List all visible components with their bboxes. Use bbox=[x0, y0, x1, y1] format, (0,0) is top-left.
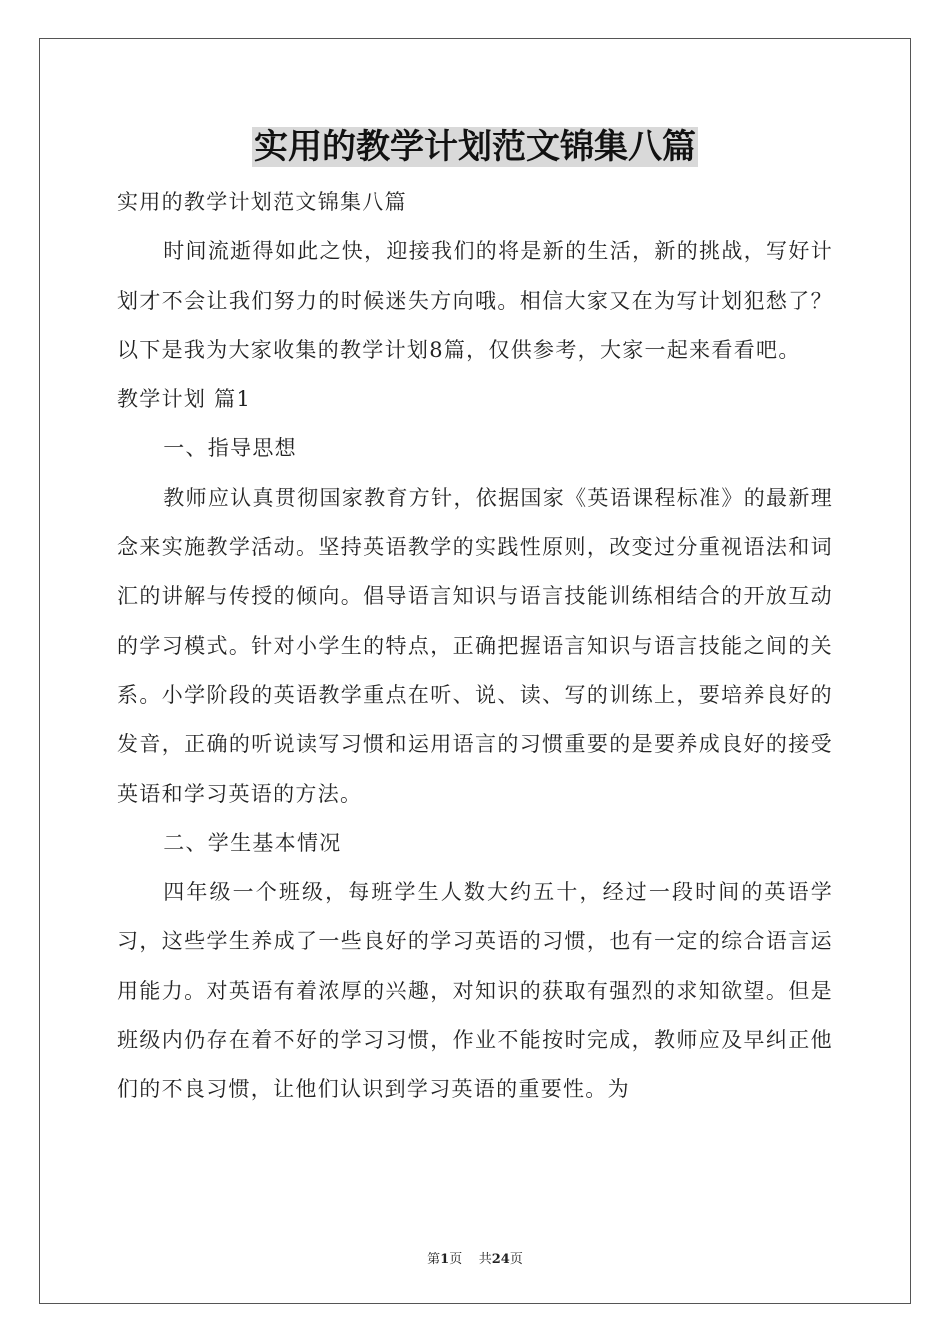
page-current: 1 bbox=[440, 1252, 450, 1267]
page-footer bbox=[0, 1248, 950, 1267]
paragraph: 二、学生基本情况 bbox=[163, 830, 342, 855]
total-suffix: 页 bbox=[509, 1252, 523, 1267]
paragraph: 时间流逝得如此之快，迎接我们的将是新的生活，新的挑战，写好计划才不会让我们努力的时候迷失方向哦。相信大家又在为写计划犯愁了？以下是我为大家收集的教学计划8篇，仅供参考，大家一起来看看吧。 bbox=[117, 239, 833, 362]
document-title bbox=[0, 124, 950, 170]
paragraph: 实用的教学计划范文锦集八篇 bbox=[117, 190, 407, 214]
page-prefix: 第 bbox=[427, 1252, 441, 1267]
paragraph: 教师应认真贯彻国家教育方针，依据国家《英语课程标准》的最新理念来实施教学活动。坚持英语教学的实践性原则，改变过分重视语法和词汇的讲解与传授的倾向。倡导语言知识与语言技能训练相结合的开放互动的学习模式。针对小学生的特点，正确把握语言知识与语言技能之间的关系。小学阶段的英语教学重点在听、说、读、写的训练上，要培养良好的发音，正确的听说读写习惯和运用语言的习惯重要的是要养成良好的接受英语和学习英语的方法。 bbox=[117, 485, 833, 806]
document-title-text: 实用的教学计划范文锦集八篇 bbox=[254, 127, 696, 167]
paragraph: 一、指导思想 bbox=[163, 436, 297, 461]
page-total: 24 bbox=[491, 1252, 510, 1267]
paragraph: 教学计划 篇1 bbox=[117, 387, 252, 412]
document-body bbox=[117, 178, 833, 1115]
page-suffix: 页 bbox=[449, 1252, 463, 1267]
paragraph: 四年级一个班级，每班学生人数大约五十，经过一段时间的英语学习，这些学生养成了一些良好的学习英语的习惯，也有一定的综合语言运用能力。对英语有着浓厚的兴趣，对知识的获取有强烈的求知欲望。但是班级内仍存在着不好的学习习惯，作业不能按时完成，教师应及早纠正他们的不良习惯，让他们认识到学习英语的重要性。为 bbox=[117, 880, 833, 1102]
total-prefix: 共 bbox=[478, 1252, 492, 1267]
